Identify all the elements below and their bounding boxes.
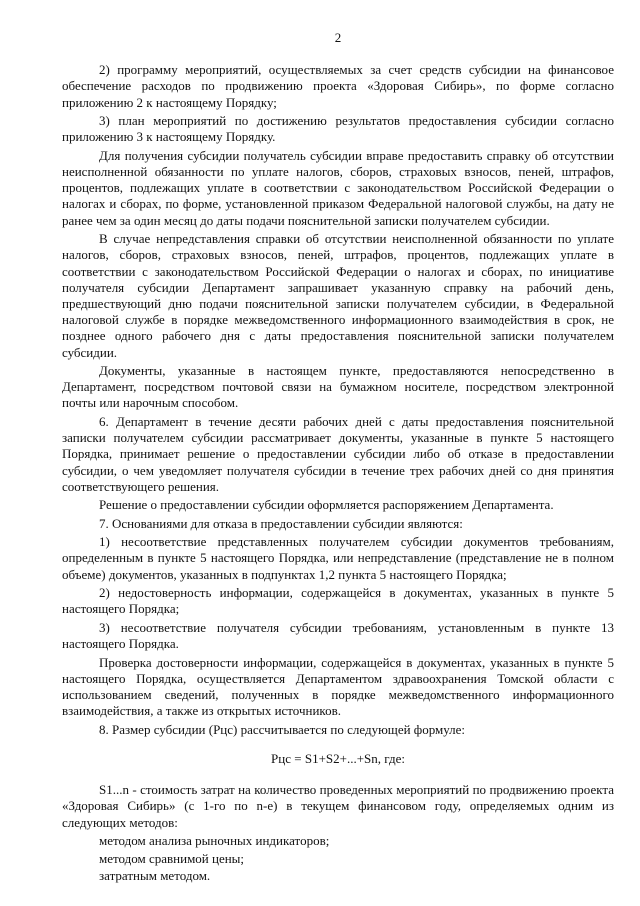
paragraph-plan: 3) план мероприятий по достижению результатов предоставления субсидии согласно приложению 3 к настоящему Порядку. xyxy=(62,113,614,145)
paragraph-no-certificate: В случае непредставления справки об отсутствии неисполненной обязанности по уплате налогов, сборов, страховых взносов, пеней, штрафов, процентов, подлежащих уплате в соответствии с законодательством Российской Федерации о налогах и сборах, по инициативе получателя субсидии Департамент запрашивает указанную справку на рабочий день, предшествующий дню подачи пояснительной записки получателем субсидии, в Федеральной налоговой службе в порядке межведомственного информационного взаимодействия в срок, не позднее одного рабочего дня с даты предоставления пояснительной записки получателем субсидии. xyxy=(62,231,614,360)
paragraph-documents-delivery: Документы, указанные в настоящем пункте, предоставляются непосредственно в Департамент, посредством почтовой связи на бумажном носителе, посредством электронной почты или нарочным способом. xyxy=(62,363,614,411)
paragraph-verification: Проверка достоверности информации, содержащейся в документах, указанных в пункте 5 настоящего Порядка, осуществляется Департаментом здравоохранения Томской области с использованием сведений, полученных в порядке межведомственного информационного взаимодействия, а также из открытых источников. xyxy=(62,654,614,719)
paragraph-item-6: 6. Департамент в течение десяти рабочих дней с даты предоставления пояснительной записки получателем субсидии рассматривает документы, указанные в пункте 5 настоящего Порядка, принимает решение о предоставлении субсидии либо об отказе в предоставлении субсидии, о чем уведомляет получателя субсидии в течение трех рабочих дней со дня принятия соответствующего решения. xyxy=(62,413,614,494)
paragraph-item-7: 7. Основаниями для отказа в предоставлении субсидии являются: xyxy=(99,515,463,531)
method-item: методом анализа рыночных индикаторов; xyxy=(99,833,330,848)
paragraph-refusal-2: 2) недостоверность информации, содержащейся в документах, указанных в пункте 5 настоящего Порядка; xyxy=(62,585,614,617)
paragraph-tax-certificate: Для получения субсидии получатель субсидии вправе предоставить справку об отсутствии неисполненной обязанности по уплате налогов, сборов, страховых взносов, пеней, штрафов, процентов, подлежащих уплате в соответствии с законодательством Российской Федерации о налогах и сборах, по форме, установленной приказом Федеральной налоговой службы, на дату не ранее чем за один месяц до даты подачи пояснительной записки получателем субсидии. xyxy=(62,147,614,228)
paragraph-formula-note: S1...n - стоимость затрат на количество проведенных мероприятий по продвижению проекта «Здоровая Сибирь» (с 1-го по n-е) в текущем финансовом году, определяемых одним из следующих методов: xyxy=(62,782,614,830)
method-item: методом сравнимой цены; xyxy=(99,850,245,866)
paragraph-item-8: 8. Размер субсидии (Рцс) рассчитывается по следующей формуле: xyxy=(99,721,466,737)
paragraph-refusal-1: 1) несоответствие представленных получателем субсидии документов требованиям, определенным в пункте 5 настоящего Порядка, или непредставление (представление не в полном объеме) документов, указанных в подпунктах 1,2 пункта 5 настоящего Порядка; xyxy=(62,534,614,582)
paragraph-decision: Решение о предоставлении субсидии оформляется распоряжением Департамента. xyxy=(99,497,554,513)
page-number: 2 xyxy=(334,30,342,45)
method-item: затратным методом. xyxy=(99,868,211,884)
subsidy-formula: Рцс = S1+S2+...+Sn, где: xyxy=(271,750,405,766)
paragraph-refusal-3: 3) несоответствие получателя субсидии требованиям, установленным в пункте 13 настоящего Порядка. xyxy=(62,619,614,652)
paragraph-program: 2) программу мероприятий, осуществляемых за счет средств субсидии на финансовое обеспечение расходов по продвижению проекта «Здоровая Сибирь», по форме согласно приложению 2 к настоящему Порядку; xyxy=(62,62,614,110)
